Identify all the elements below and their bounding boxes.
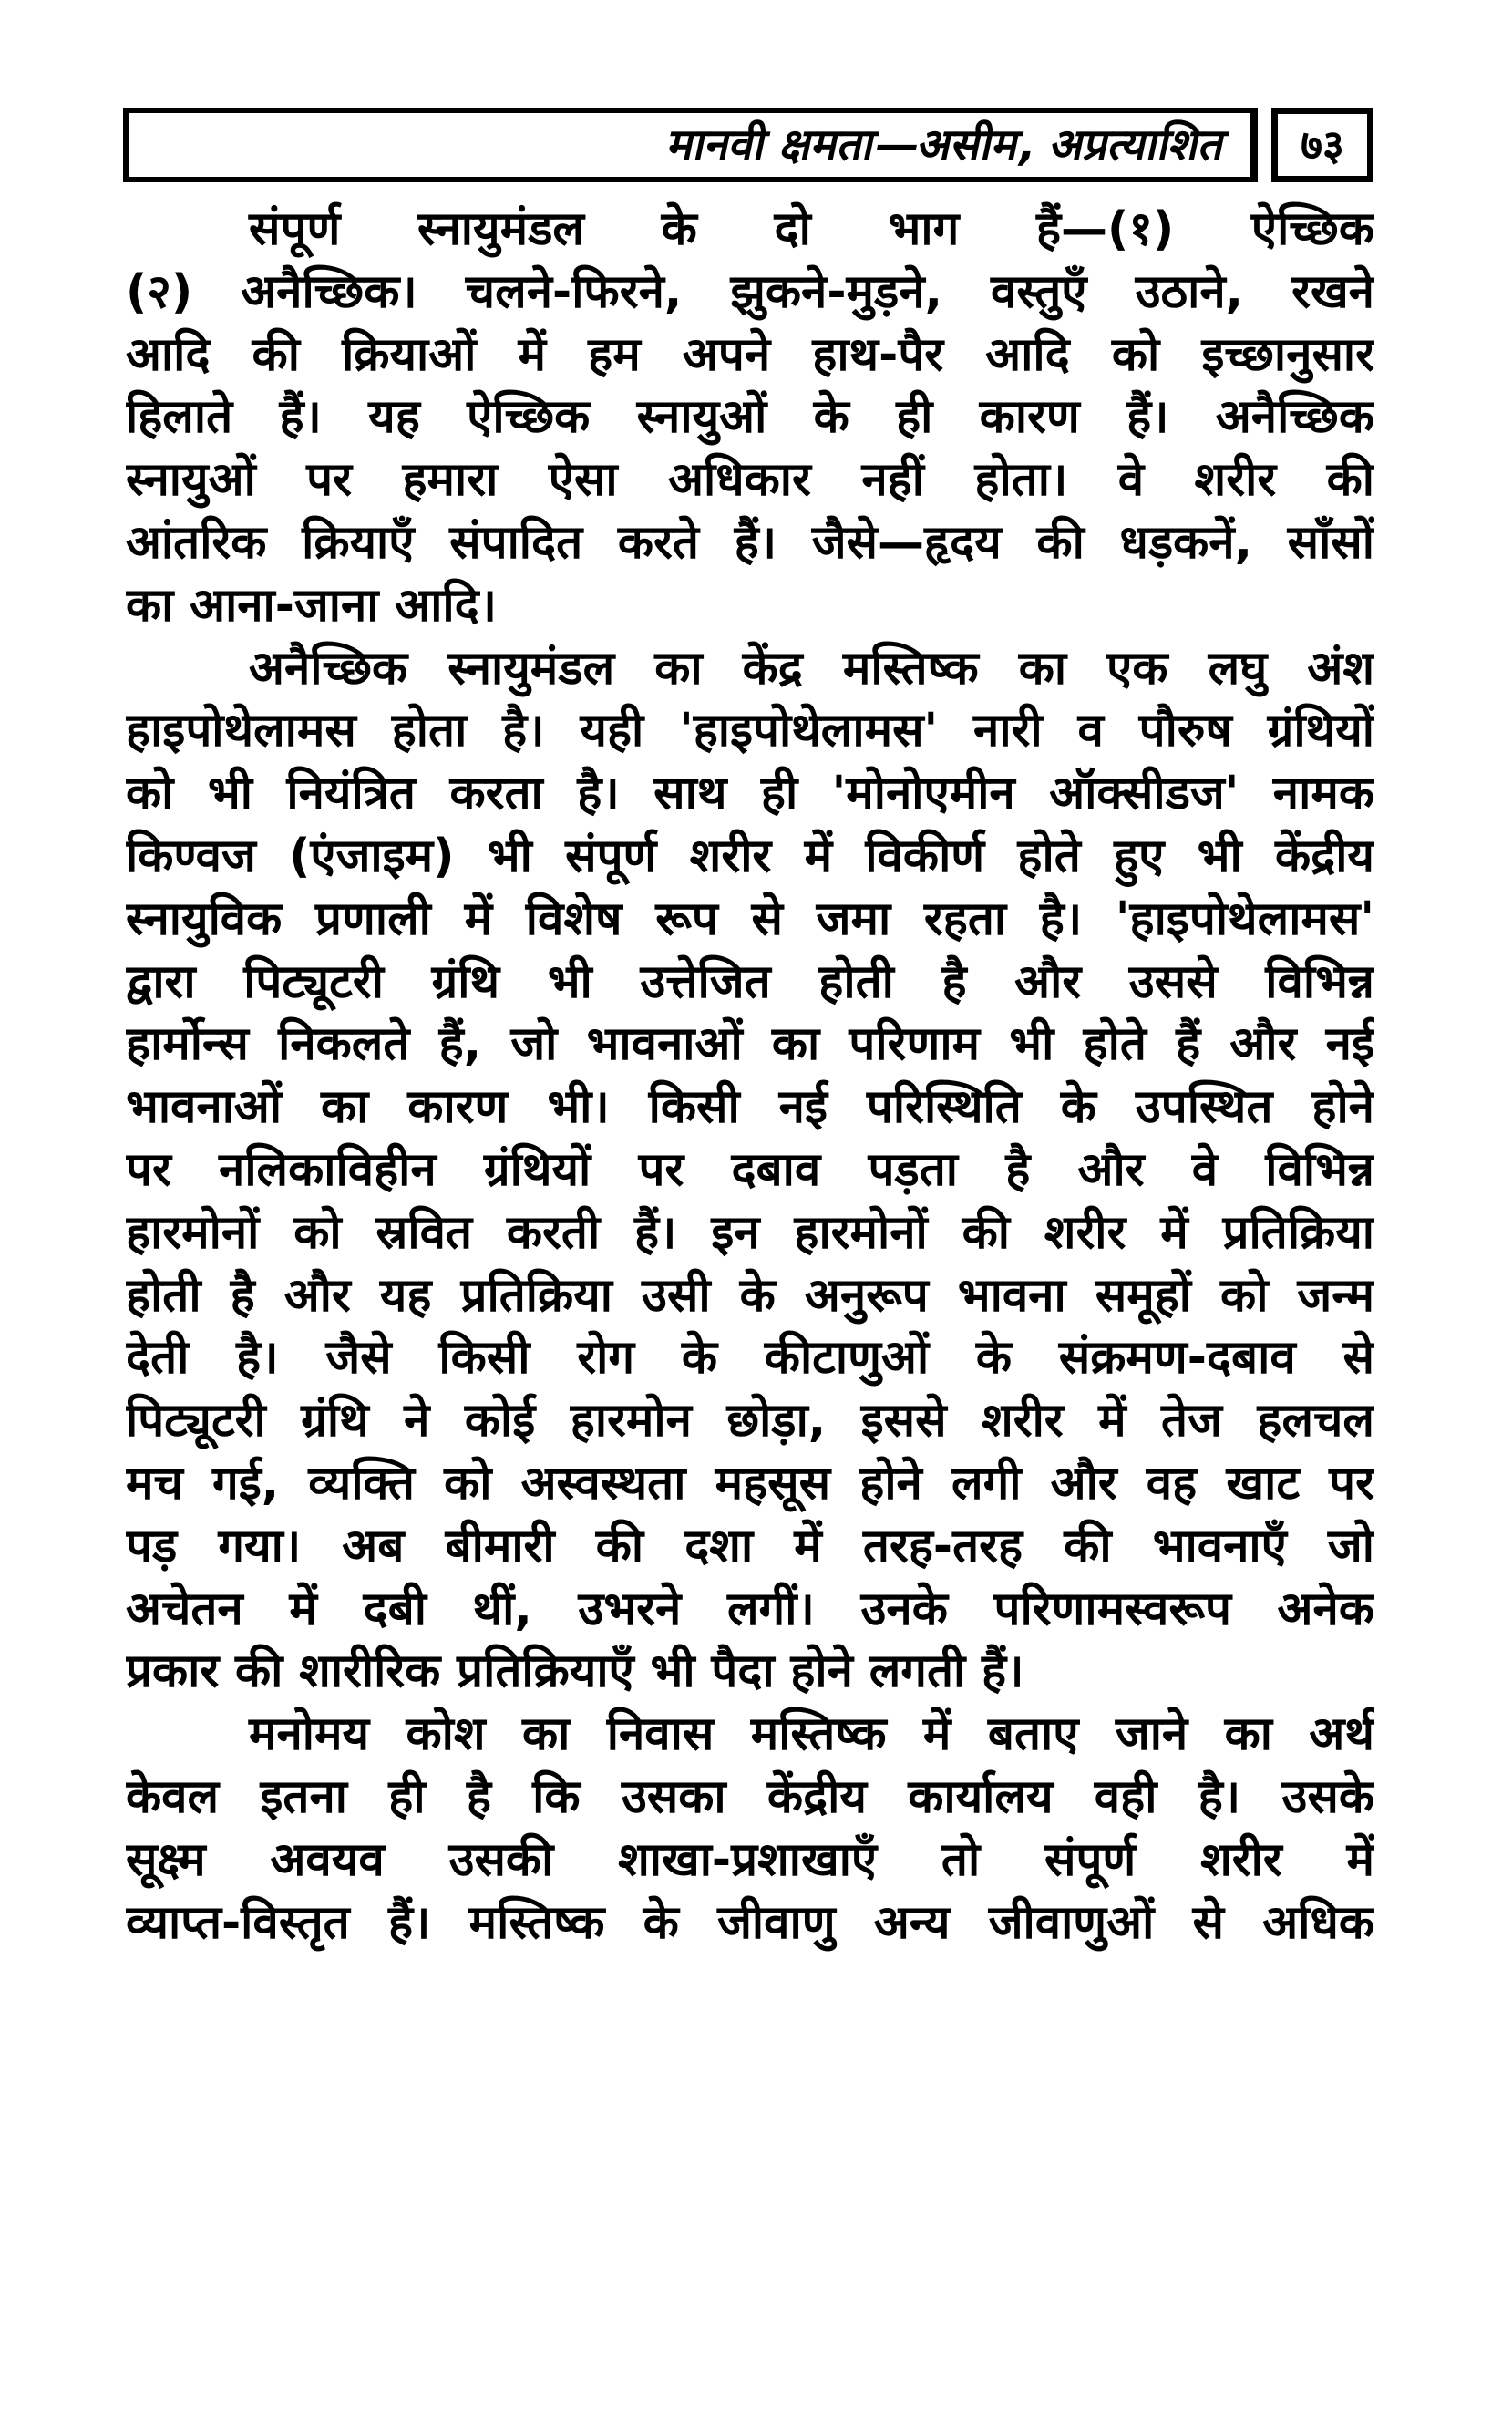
paragraph-2: [126, 638, 1374, 1705]
text-line: केवल इतना ही है कि उसका केंद्रीय कार्यालय वही है। उसके: [126, 1769, 1374, 1824]
text-line: प्रकार की शारीरिक प्रतिक्रियाएँ भी पैदा होने लगती हैं।: [126, 1645, 1024, 1699]
running-header-title: मानवी क्षमता—असीम, अप्रत्याशित: [663, 119, 1230, 170]
text-line: पर नलिकाविहीन ग्रंथियों पर दबाव पड़ता है और वे विभिन्न: [126, 1142, 1374, 1197]
text-line: हार्मोन्स निकलते हैं, जो भावनाओं का परिणाम भी होते हैं और नई: [126, 1017, 1374, 1072]
running-header: [123, 108, 1258, 182]
text-line: मच गई, व्यक्ति को अस्वस्थता महसूस होने लगी और वह खाट पर: [126, 1456, 1374, 1511]
text-line: होती है और यह प्रतिक्रिया उसी के अनुरूप भावना समूहों को जन्म: [126, 1268, 1374, 1323]
page-number-box: [1271, 108, 1373, 182]
text-line: भावनाओं का कारण भी। किसी नई परिस्थिति के उपस्थित होने: [126, 1080, 1374, 1135]
text-line: को भी नियंत्रित करता है। साथ ही 'मोनोएमीन ऑक्सीडज' नामक: [126, 767, 1374, 821]
text-line: संपूर्ण स्नायुमंडल के दो भाग हैं—(१) ऐच्छिक: [249, 202, 1374, 256]
text-line: मनोमय कोश का निवास मस्तिष्क में बताए जाने का अर्थ: [249, 1707, 1374, 1762]
text-line: स्नायुविक प्रणाली में विशेष रूप से जमा रहता है। 'हाइपोथेलामस': [126, 892, 1374, 946]
text-line: सूक्ष्म अवयव उसकी शाखा-प्रशाखाएँ तो संपूर्ण शरीर में: [126, 1832, 1374, 1887]
text-line: आदि की क्रियाओं में हम अपने हाथ-पैर आदि को इच्छानुसार: [126, 327, 1374, 382]
text-line: अचेतन में दबी थीं, उभरने लगीं। उनके परिणामस्वरूप अनेक: [126, 1582, 1374, 1636]
text-line: पड़ गया। अब बीमारी की दशा में तरह-तरह की भावनाएँ जो: [126, 1519, 1374, 1573]
text-line: का आना-जाना आदि।: [126, 578, 497, 633]
text-line: देती है। जैसे किसी रोग के कीटाणुओं के संक्रमण-दबाव से: [126, 1331, 1374, 1386]
text-line: किण्वज (एंजाइम) भी संपूर्ण शरीर में विकीर्ण होते हुए भी केंद्रीय: [126, 829, 1374, 883]
text-line: हिलाते हैं। यह ऐच्छिक स्नायुओं के ही कारण हैं। अनैच्छिक: [126, 390, 1374, 445]
body-text: [126, 199, 1374, 1954]
text-line: व्याप्त-विस्तृत हैं। मस्तिष्क के जीवाणु अन्य जीवाणुओं से अधिक: [126, 1895, 1374, 1950]
text-line: हारमोनों को स्रवित करती हैं। इन हारमोनों की शरीर में प्रतिक्रिया: [126, 1205, 1374, 1260]
paragraph-1: [126, 199, 1374, 638]
text-line: पिट्यूटरी ग्रंथि ने कोई हारमोन छोड़ा, इससे शरीर में तेज हलचल: [126, 1394, 1374, 1449]
text-line: अनैच्छिक स्नायुमंडल का केंद्र मस्तिष्क का एक लघु अंश: [249, 641, 1374, 696]
text-line: स्नायुओं पर हमारा ऐसा अधिकार नहीं होता। वे शरीर की: [126, 453, 1374, 508]
text-line: द्वारा पिट्यूटरी ग्रंथि भी उत्तेजित होती है और उससे विभिन्न: [126, 954, 1374, 1009]
paragraph-3: [126, 1704, 1374, 1954]
page-number: ७३: [1301, 120, 1344, 170]
text-line: (२) अनैच्छिक। चलने-फिरने, झुकने-मुड़ने, वस्तुएँ उठाने, रखने: [126, 264, 1374, 319]
text-line: हाइपोथेलामस होता है। यही 'हाइपोथेलामस' नारी व पौरुष ग्रंथियों: [126, 704, 1374, 758]
text-line: आंतरिक क्रियाएँ संपादित करते हैं। जैसे—हृदय की धड़कनें, साँसों: [126, 515, 1374, 570]
